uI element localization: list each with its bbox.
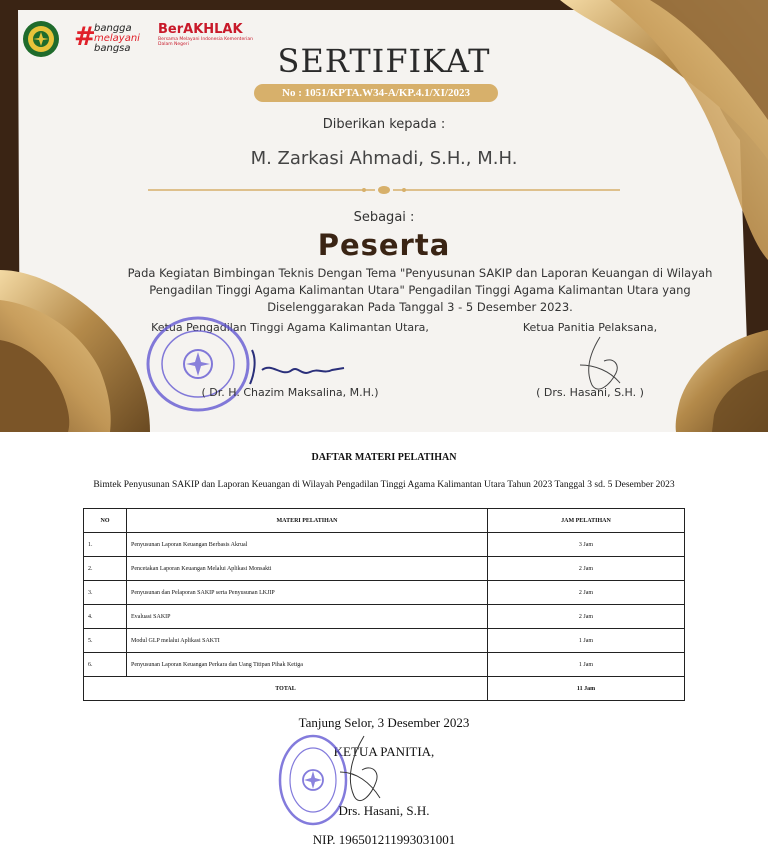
as-label: Sebagai : <box>353 210 415 225</box>
committee-nip: NIP. 196501211993031001 <box>312 832 456 847</box>
row-materi: Penyusunan Laporan Keuangan Berbasis Akrual <box>127 533 488 557</box>
materials-heading: DAFTAR MATERI PELATIHAN <box>311 452 457 463</box>
row-materi: Penyusunan dan Pelaporan SAKIP serta Penyusunan LKJIP <box>127 581 488 605</box>
table-row <box>84 629 685 653</box>
table-row <box>84 581 685 605</box>
signer2-title: Ketua Panitia Pelaksana, <box>522 321 658 334</box>
activity-description: Pada Kegiatan Bimbingan Teknis Dengan Tema "Penyusunan SAKIP dan Laporan Keuangan di Wilayah Pengadilan Tinggi Agama Kalimantan Utara" Pengadilan Tinggi Agama Kalimantan Utara yang Diselenggarakan Pada Tanggal 3 - 5 Desember 2023. <box>127 266 713 314</box>
row-jam: 2 Jam <box>488 557 685 581</box>
table-row <box>84 653 685 677</box>
row-no: 3. <box>84 581 127 605</box>
given-to-label: Diberikan kepada : <box>322 117 446 132</box>
signer2-name: ( Drs. Hasani, S.H. ) <box>536 386 644 399</box>
logo-text-bangga: bangga <box>94 23 132 34</box>
column-header-materi: MATERI PELATIHAN <box>127 509 488 533</box>
row-materi: Pencetakan Laporan Keuangan Melalui Aplikasi Monsakti <box>127 557 488 581</box>
row-no: 1. <box>84 533 127 557</box>
berakhlak-text: BerAKHLAK <box>158 22 243 37</box>
row-materi: Evaluasi SAKIP <box>127 605 488 629</box>
logo-text-melayani: melayani <box>94 33 140 44</box>
committee-title: KETUA PANITIA, <box>333 744 435 759</box>
certificate-number: No : 1051/KPTA.W34-A/KP.4.1/XI/2023 <box>254 84 498 102</box>
participant-role: Peserta <box>317 228 451 262</box>
logo-text-bangsa: bangsa <box>94 43 131 54</box>
table-header-row <box>84 509 685 533</box>
certificate <box>0 0 768 432</box>
committee-name: Drs. Hasani, S.H. <box>338 803 430 818</box>
signer1-title: Ketua Pengadilan Tinggi Agama Kalimantan Utara, <box>151 321 429 334</box>
materials-subtitle: Bimtek Penyusunan SAKIP dan Laporan Keuangan di Wilayah Pengadilan Tinggi Agama Kalimantan Utara Tahun 2023 Tanggal 3 sd. 5 Desember 2023 <box>93 480 675 490</box>
row-jam: 3 Jam <box>488 533 685 557</box>
total-value: 11 Jam <box>488 677 685 701</box>
row-materi: Modul GLP melalui Aplikasi SAKTI <box>127 629 488 653</box>
column-header-no: NO <box>84 509 127 533</box>
certificate-title: SERTIFIKAT <box>277 42 491 80</box>
total-row <box>84 677 685 701</box>
total-label: TOTAL <box>84 677 488 701</box>
row-no: 5. <box>84 629 127 653</box>
row-jam: 1 Jam <box>488 629 685 653</box>
row-no: 2. <box>84 557 127 581</box>
row-jam: 2 Jam <box>488 581 685 605</box>
row-no: 6. <box>84 653 127 677</box>
table-row <box>84 605 685 629</box>
row-materi: Penyusunan Laporan Keuangan Perkara dan Uang Titipan Pihak Ketiga <box>127 653 488 677</box>
signer1-name: ( Dr. H. Chazim Maksalina, M.H.) <box>201 386 379 399</box>
row-jam: 2 Jam <box>488 605 685 629</box>
hash-icon: # <box>74 22 96 52</box>
signature-3 <box>330 732 390 812</box>
table-row <box>84 533 685 557</box>
materials-table <box>83 508 685 701</box>
column-header-jam: JAM PELATIHAN <box>488 509 685 533</box>
row-no: 4. <box>84 605 127 629</box>
recipient-name: M. Zarkasi Ahmadi, S.H., M.H. <box>250 148 518 169</box>
table-row <box>84 557 685 581</box>
materials-section <box>0 432 768 866</box>
place-date: Tanjung Selor, 3 Desember 2023 <box>298 715 470 730</box>
berakhlak-tagline: Bersama Melayani Indonesia Kementerian Dalam Negeri <box>158 37 253 47</box>
signature-1 <box>232 340 362 390</box>
row-jam: 1 Jam <box>488 653 685 677</box>
